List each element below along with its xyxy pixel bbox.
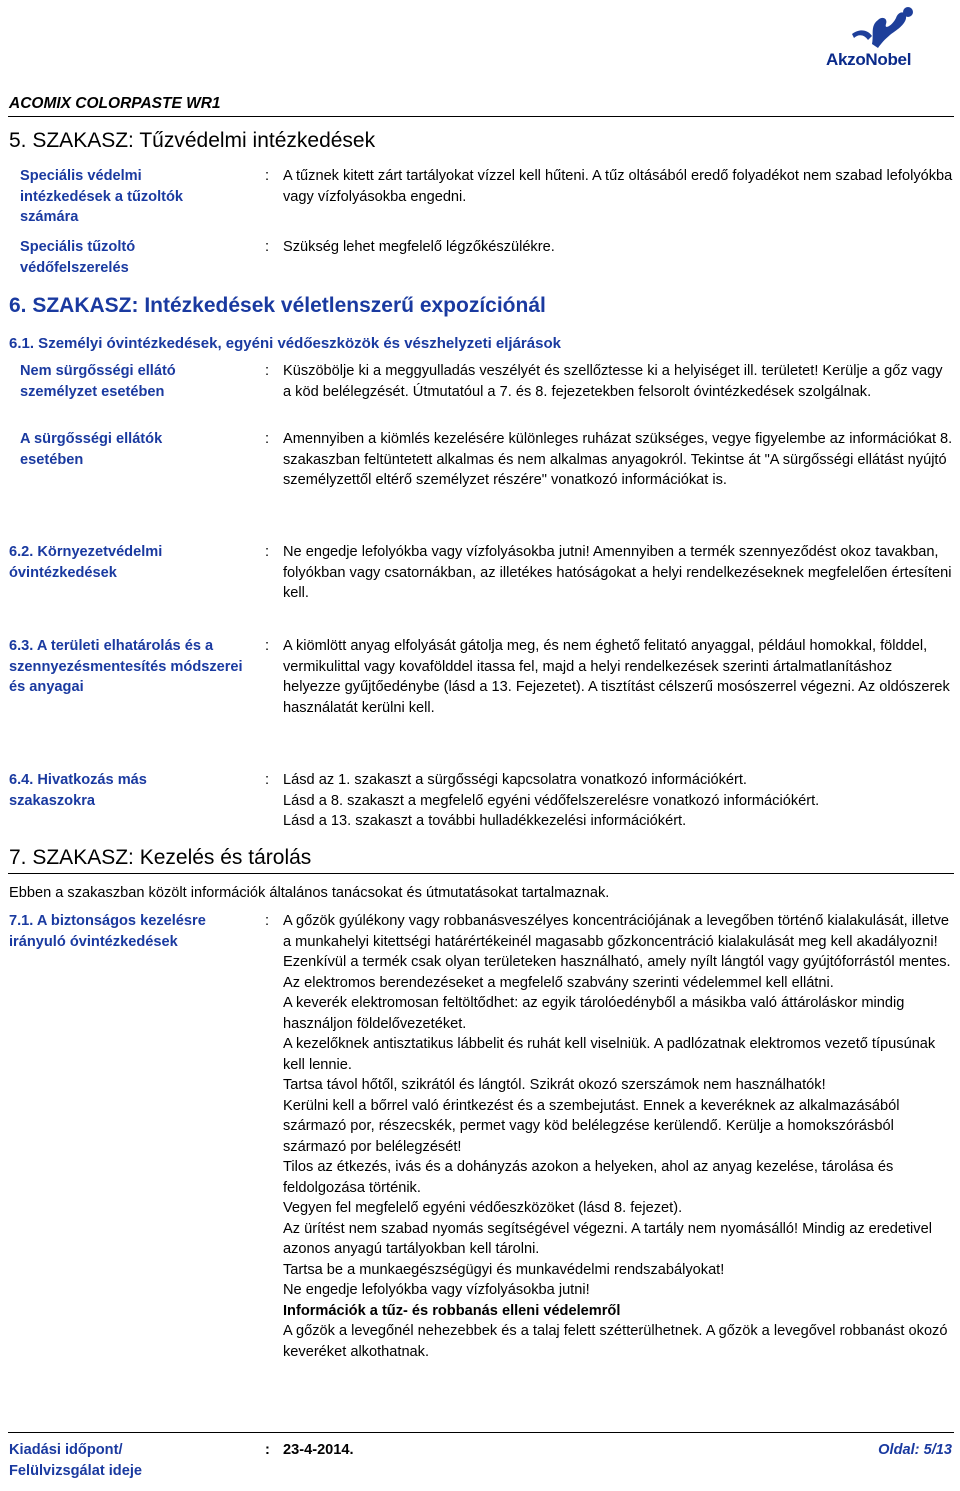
section64-line: Lásd a 8. szakaszt a megfelelő egyéni védőfelszerelésre vonatkozó információkért. [283, 792, 820, 809]
section71-paragraph: Tartsa távol hőtől, szikrától és lángtól. Szikrát okozó szerszámok nem használhatók! [283, 1077, 826, 1093]
section71-paragraph: Tilos az étkezés, ivás és a dohányzás azokon a helyeken, ahol az anyag kezelése, tárolása és feldolgozása történik. [283, 1159, 894, 1196]
footer-issue-date: 23-4-2014. [283, 1442, 354, 1458]
colon: : [265, 772, 270, 788]
section7-title: 7. SZAKASZ: Kezelés és tárolás [9, 846, 312, 869]
colon: : [265, 638, 270, 654]
section71-paragraph: Tartsa be a munkaegészségügyi és munkavédelmi rendszabályokat! [283, 1261, 725, 1278]
colon: : [265, 363, 270, 379]
divider [8, 116, 954, 117]
footer-page [878, 1440, 952, 1461]
section6-title: 6. SZAKASZ: Intézkedések véletlenszerű expozíciónál [9, 294, 546, 317]
product-name: ACOMIX COLORPASTE WR1 [9, 95, 221, 112]
section5-title: 5. SZAKASZ: Tűzvédelmi intézkedések [9, 129, 376, 152]
section62-label: 6.2. Környezetvédelmi óvintézkedések [9, 544, 163, 581]
section7-intro: Ebben a szakaszban közölt információk általános tanácsokat és útmutatásokat tartalmaznak. [9, 885, 610, 901]
footer-issue-date-label [9, 1440, 142, 1481]
divider [8, 873, 954, 874]
colon: : [265, 544, 270, 560]
section64-text [283, 770, 953, 832]
section5-text-firefighters: A tűznek kitett zárt tartályokat vízzel kell hűteni. A tűz oltásából eredő folyadékot nem szabad lefolyókba vagy vízfolyásokba engedni. [283, 168, 953, 205]
section71-text [283, 911, 953, 1362]
footer-label-line: Felülvizsgálat ideje [9, 1462, 143, 1479]
section71-paragraph: Ne engedje lefolyókba vagy vízfolyásokba jutni! [283, 1282, 590, 1298]
section71-paragraph: Ezenkívül a termék csak olyan területeken használható, amely nyílt lángtól vagy gyújtóforrástól mentes. Az elektromos berendezéseket a megfelelő szabvány szerinti védelemmel kell ellátni. [283, 954, 951, 991]
page-label: Oldal: [878, 1442, 920, 1458]
section71-bold-heading: Információk a tűz- és robbanás elleni védelemről [283, 1302, 621, 1319]
section71-paragraph: Vegyen fel megfelelő egyéni védőeszközöket (lásd 8. fejezet). [283, 1200, 683, 1216]
section64-line: Lásd az 1. szakaszt a sürgősségi kapcsolatra vonatkozó információkért. [283, 772, 747, 788]
section71-paragraph: A kezelőknek antisztatikus lábbelit és ruhát kell viselniük. A padlózatnak elektromos vezető típusúnak kell lennie. [283, 1036, 936, 1073]
akzonobel-logo [812, 4, 952, 74]
section61-text-emergency: Amennyiben a kiömlés kezelésére különleges ruházat szükséges, vegye figyelembe az információkat 8. szakaszban feltüntetett alkalmas és nem alkalmas anyagokról. Tekintse át "A sürgősségi ellátást nyújtó személyzettől eltérő személyzet részére" vonatkozó információkat is. [283, 431, 953, 488]
footer-divider [8, 1432, 954, 1433]
section71-paragraph: Kerülni kell a bőrrel való érintkezést és a szembejutást. Ennek a keveréknek az alkalmazásából származó por, részecskék, permet vagy köd belélegzése kerülendő. Kerülje a homokszórásból származó por belélegzését! [283, 1097, 900, 1155]
section71-paragraph: A gőzök a levegőnél nehezebbek és a talaj felett szétterülhetnek. A gőzök a levegővel robbanást okozó keveréket alkothatnak. [283, 1323, 948, 1360]
section61-title: 6.1. Személyi óvintézkedések, egyéni védőeszközök és vészhelyzeti eljárások [9, 335, 561, 352]
colon: : [265, 168, 270, 184]
colon: : [265, 913, 270, 929]
section61-label-non-emergency: Nem sürgősségi ellátó személyzet esetében [20, 363, 176, 400]
page-number: 5/13 [923, 1442, 952, 1458]
section5-text-equipment: Szükség lehet megfelelő légzőkészülékre. [283, 239, 555, 255]
section71-paragraph: A keverék elektromosan feltöltődhet: az egyik tárolóedényből a másikba való áttároláskor mindig használjon földelővezetéket. [283, 995, 905, 1032]
section71-label: 7.1. A biztonságos kezelésre irányuló óvintézkedések [9, 913, 206, 950]
colon: : [265, 431, 270, 447]
section62-text: Ne engedje lefolyókba vagy vízfolyásokba jutni! Amennyiben a termék szennyeződést okoz tavakban, folyókban vagy csatornákban, az illetékes hatóságokat a helyi rendelkezéseknek megfelelően értesíteni kell. [283, 544, 952, 601]
colon: : [265, 1442, 270, 1458]
section63-text: A kiömlött anyag elfolyását gátolja meg, és nem éghető felitató anyaggal, például homokkal, földdel, vermikulittal vagy kovafölddel itassa fel, majd a helyi rendelkezések szerinti ártalmatlanításhoz helyezze gyűjtőedénybe (lásd a 13. Fejezetet). A tisztítást célszerű mosószerrel végezni. Az oldószerek használatát kerülni kell. [283, 638, 950, 716]
section64-line: Lásd a 13. szakaszt a további hulladékkezelési információkért. [283, 813, 687, 829]
brand-name: AkzoNobel [826, 50, 912, 69]
section5-label-firefighters: Speciális védelmi intézkedések a tűzoltók számára [20, 168, 184, 225]
logo-figure-icon [812, 4, 952, 52]
section64-label: 6.4. Hivatkozás más szakaszokra [9, 772, 147, 809]
section71-paragraph: Az ürítést nem szabad nyomás segítségével végezni. A tartály nem nyomásálló! Mindig az eredetivel azonos anyagú tartályokban kell tárolni. [283, 1220, 932, 1257]
section61-label-emergency: A sürgősségi ellátók esetében [20, 431, 163, 468]
section63-label: 6.3. A területi elhatárolás és a szennyezésmentesítés módszerei és anyagai [9, 638, 243, 695]
section5-label-equipment: Speciális tűzoltó védőfelszerelés [20, 239, 136, 276]
section71-paragraph: A gőzök gyúlékony vagy robbanásveszélyes koncentrációjának a levegőben történő kialakulását, illetve a munkahelyi kitettségi határértékeinél magasabb gőzkoncentráció kialakulását meg kell akadályozni! [283, 913, 950, 950]
section61-text-non-emergency: Küszöbölje ki a meggyulladás veszélyét és szellőztesse ki a helyiséget ill. területet! Kerülje a gőz vagy a köd belélegzését. Útmutatóul a 7. és 8. fejezetekben felsorolt óvintézkedések szolgálnak. [283, 363, 943, 400]
colon: : [265, 239, 270, 255]
footer-label-line: Kiadási időpont/ [9, 1442, 123, 1458]
